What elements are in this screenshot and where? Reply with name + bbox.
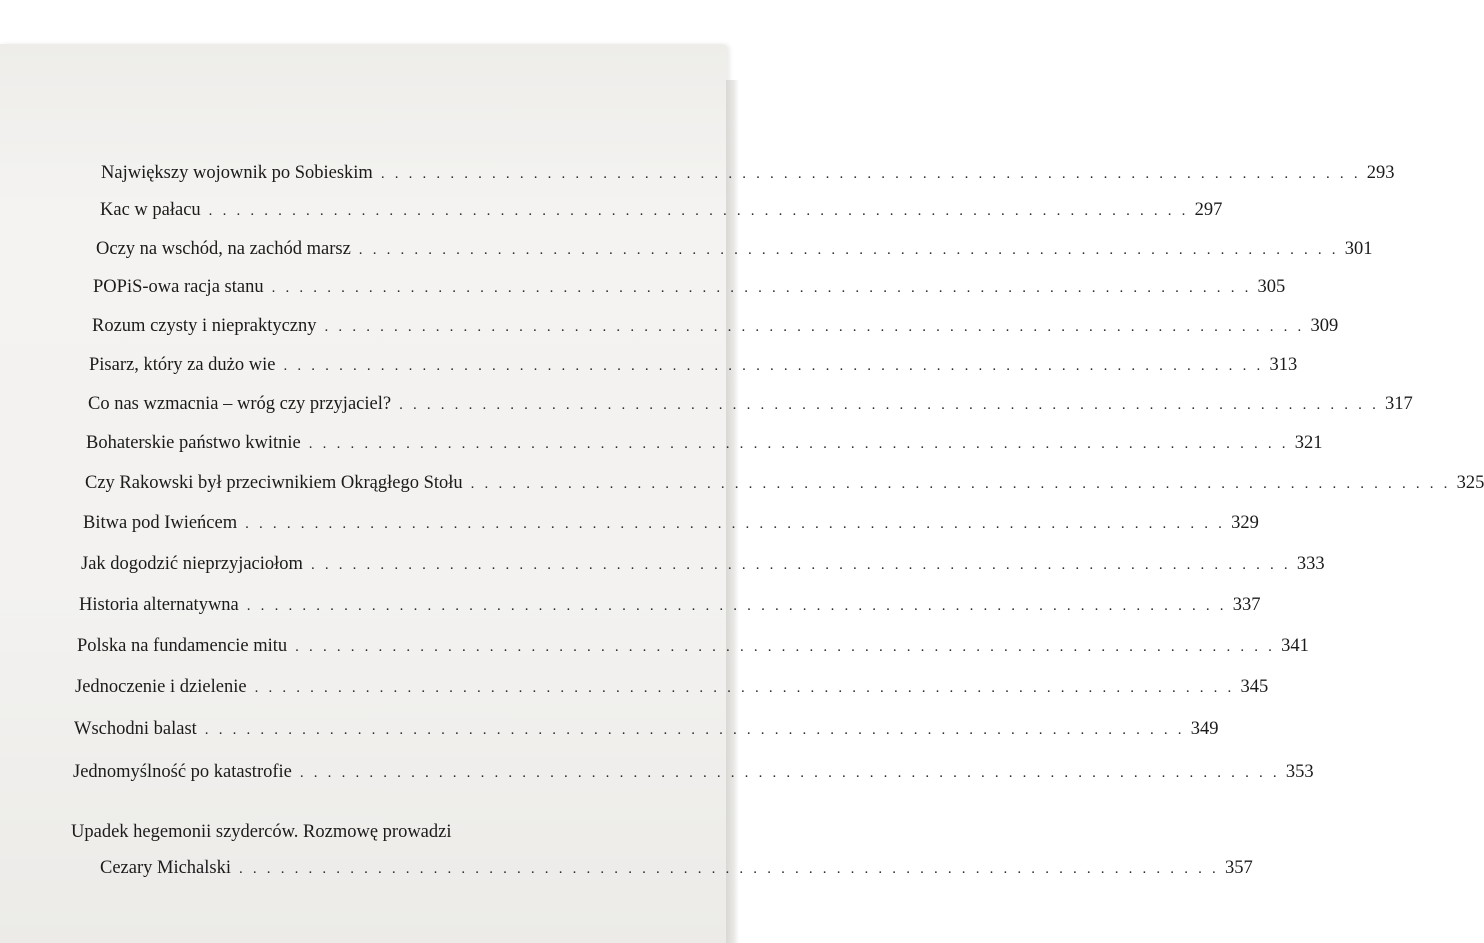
toc-leader-dots: . . . . . . . . . . . . . . . . . . . . . . . . . . . . . . . . . . . . . . . . . . . . . . . . . . . . . . . . . . . . . . . . . . . . . . . [295, 639, 1276, 655]
toc-entry-title: Wschodni balast [74, 719, 197, 739]
toc-entry [79, 594, 1261, 617]
toc-entry [88, 393, 1413, 416]
toc-entry-title: Jednoczenie i dzielenie [75, 677, 247, 697]
toc-entry-title: Co nas wzmacnia – wróg czy przyjaciel? [88, 394, 392, 414]
toc-entry-title-line2: Cezary Michalski [100, 858, 231, 878]
toc-entry-title: Czy Rakowski był przeciwnikiem Okrągłego Stołu [85, 473, 463, 493]
toc-entry-page: 317 [1385, 394, 1413, 414]
toc-leader-dots: . . . . . . . . . . . . . . . . . . . . . . . . . . . . . . . . . . . . . . . . . . . . . . . . . . . . . . . . . . . . . . . . . . . . . . . [380, 166, 1361, 182]
toc-leader-dots: . . . . . . . . . . . . . . . . . . . . . . . . . . . . . . . . . . . . . . . . . . . . . . . . . . . . . . . . . . . . . . . . . . . . . . . [324, 319, 1305, 335]
toc-entry [75, 676, 1269, 699]
toc-entry-page: 313 [1269, 355, 1298, 375]
toc-entry-page: 325 [1456, 473, 1484, 493]
toc-entry-title: Jednomyślność po katastrofie [73, 762, 292, 782]
toc-entry [101, 162, 1395, 185]
toc-leader-dots: . . . . . . . . . . . . . . . . . . . . . . . . . . . . . . . . . . . . . . . . . . . . . . . . . . . . . . . . . . . . . . . . . . . . . . . [358, 242, 1339, 258]
toc-leader-dots: . . . . . . . . . . . . . . . . . . . . . . . . . . . . . . . . . . . . . . . . . . . . . . . . . . . . . . . . . . . . . . . . . . . . . . . [299, 765, 1280, 781]
toc-leader-dots: . . . . . . . . . . . . . . . . . . . . . . . . . . . . . . . . . . . . . . . . . . . . . . . . . . . . . . . . . . . . . . . . . . . . . . . [239, 861, 1219, 877]
toc-entry-page: 345 [1240, 677, 1269, 697]
toc-leader-dots: . . . . . . . . . . . . . . . . . . . . . . . . . . . . . . . . . . . . . . . . . . . . . . . . . . . . . . . . . . . . . . . . . . . . . . . [246, 598, 1227, 614]
toc-entry-page: 305 [1257, 277, 1286, 297]
toc-entry-title: Bitwa pod Iwieńcem [83, 513, 238, 533]
toc-entry-page: 341 [1281, 636, 1309, 656]
toc-entry-title: POPiS-owa racja stanu [93, 277, 264, 297]
toc-entry-title: Rozum czysty i niepraktyczny [92, 316, 317, 336]
toc-entry-title: Historia alternatywna [79, 595, 239, 615]
toc-entry-title: Pisarz, który za dużo wie [89, 355, 276, 375]
toc-entry [96, 238, 1373, 261]
toc-leader-dots: . . . . . . . . . . . . . . . . . . . . . . . . . . . . . . . . . . . . . . . . . . . . . . . . . . . . . . . . . . . . . . . . . . . . . . . [310, 557, 1291, 573]
toc-entry-page: 309 [1310, 316, 1339, 336]
toc-leader-dots: . . . . . . . . . . . . . . . . . . . . . . . . . . . . . . . . . . . . . . . . . . . . . . . . . . . . . . . . . . . . . . . . . . . . . . . [245, 516, 1226, 532]
toc-entry [73, 761, 1314, 784]
toc-leader-dots: . . . . . . . . . . . . . . . . . . . . . . . . . . . . . . . . . . . . . . . . . . . . . . . . . . . . . . . . . . . . . . . . . . . . . . . [308, 436, 1289, 452]
toc-leader-dots: . . . . . . . . . . . . . . . . . . . . . . . . . . . . . . . . . . . . . . . . . . . . . . . . . . . . . . . . . . . . . . . . . . . . . . . [208, 203, 1189, 219]
toc-entry-page: 349 [1190, 719, 1219, 739]
toc-entry-title: Polska na fundamencie mitu [77, 636, 288, 656]
toc-leader-dots: . . . . . . . . . . . . . . . . . . . . . . . . . . . . . . . . . . . . . . . . . . . . . . . . . . . . . . . . . . . . . . . . . . . . . . . [254, 680, 1235, 696]
toc-entry-page: 337 [1232, 595, 1261, 615]
toc-entry [81, 553, 1325, 576]
toc-entry-title: Bohaterskie państwo kwitnie [86, 433, 301, 453]
toc-entry-title: Oczy na wschód, na zachód marsz [96, 239, 351, 259]
toc-entry [92, 315, 1339, 338]
toc-entry [100, 199, 1223, 222]
toc-leader-dots: . . . . . . . . . . . . . . . . . . . . . . . . . . . . . . . . . . . . . . . . . . . . . . . . . . . . . . . . . . . . . . . . . . . . . . . [204, 722, 1185, 738]
toc-leader-dots: . . . . . . . . . . . . . . . . . . . . . . . . . . . . . . . . . . . . . . . . . . . . . . . . . . . . . . . . . . . . . . . . . . . . . . . [283, 358, 1264, 374]
toc-entry-title: Kac w pałacu [100, 200, 201, 220]
toc-entry-page: 333 [1296, 554, 1325, 574]
toc-leader-dots: . . . . . . . . . . . . . . . . . . . . . . . . . . . . . . . . . . . . . . . . . . . . . . . . . . . . . . . . . . . . . . . . . . . . . . . [399, 397, 1380, 413]
toc-entry-page: 293 [1366, 163, 1395, 183]
toc-entry [86, 432, 1323, 455]
toc-entry-title: Największy wojownik po Sobieskim [101, 163, 373, 183]
toc-entry [93, 276, 1286, 299]
toc-entry-page: 297 [1194, 200, 1223, 220]
toc-entry-page: 353 [1285, 762, 1314, 782]
toc-leader-dots: . . . . . . . . . . . . . . . . . . . . . . . . . . . . . . . . . . . . . . . . . . . . . . . . . . . . . . . . . . . . . . . . . . . . . . . [470, 476, 1451, 492]
toc-entry [83, 512, 1259, 535]
toc-entry [85, 472, 1484, 495]
toc-entry-final [71, 822, 1253, 880]
toc-entry-page: 329 [1231, 513, 1259, 533]
toc-entry [74, 718, 1219, 741]
toc-entry-page: 321 [1294, 433, 1323, 453]
toc-leader-dots: . . . . . . . . . . . . . . . . . . . . . . . . . . . . . . . . . . . . . . . . . . . . . . . . . . . . . . . . . . . . . . . . . . . . . . . [271, 280, 1252, 296]
toc-entry [89, 354, 1298, 377]
toc-entry-title: Jak dogodzić nieprzyjaciołom [81, 554, 303, 574]
toc-entry-title-line1: Upadek hegemonii szyderców. Rozmowę prowadzi [71, 822, 452, 842]
toc-entry [77, 635, 1309, 658]
toc-entry-page: 357 [1224, 858, 1253, 878]
toc-entry-page: 301 [1344, 239, 1373, 259]
